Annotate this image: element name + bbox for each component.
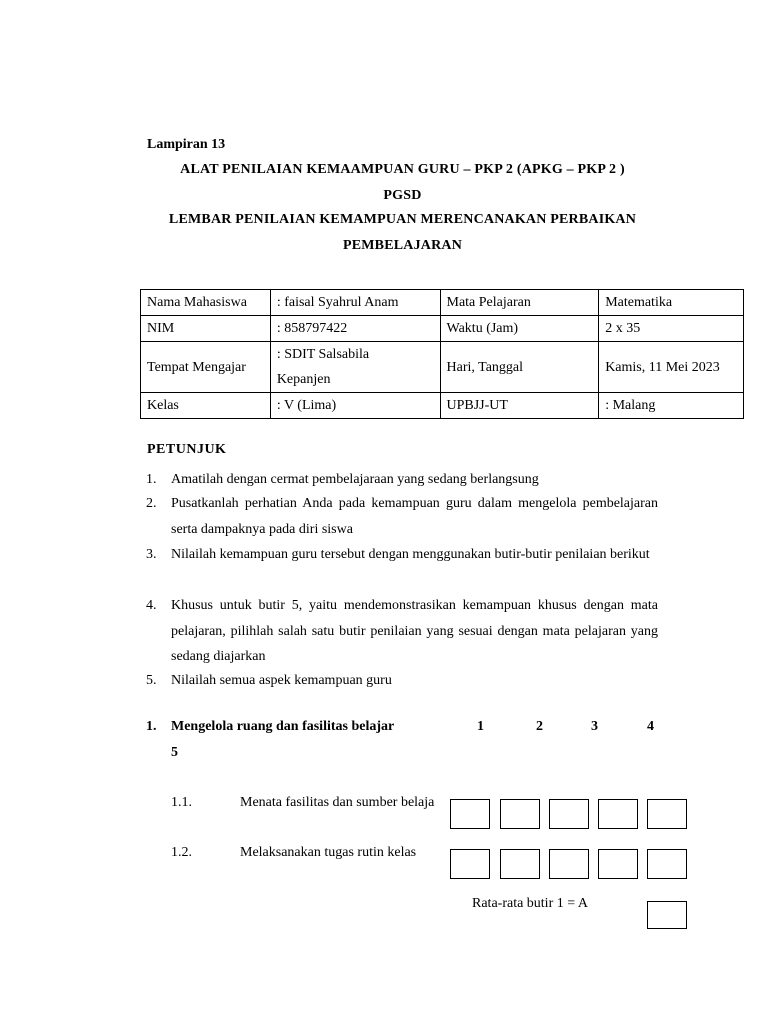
subitem-text: Menata fasilitas dan sumber belaja — [240, 795, 435, 810]
info-row-nim — [141, 316, 744, 342]
score-box[interactable] — [500, 849, 540, 879]
info-value: : Malang — [599, 393, 744, 419]
info-label: UPBJJ-UT — [440, 393, 599, 419]
info-value: Matematika — [599, 290, 744, 316]
title-line-3: LEMBAR PENILAIAN KEMAMPUAN MERENCANAKAN PERBAIKAN — [168, 212, 637, 227]
score-box[interactable] — [500, 799, 540, 829]
petunjuk-item: Amatilah dengan cermat pembelajaraan yang sedang berlangsung — [171, 472, 539, 487]
score-label-4: 4 — [647, 719, 654, 734]
petunjuk-num: 5. — [146, 673, 157, 688]
info-label: Tempat Mengajar — [141, 342, 271, 393]
score-box[interactable] — [598, 799, 638, 829]
info-value: 2 x 35 — [599, 316, 744, 342]
petunjuk-item: Nilailah semua aspek kemampuan guru — [171, 673, 392, 688]
petunjuk-item: Pusatkanlah perhatian Anda pada kemampuan guru dalam mengelola pembelajaran serta dampaknya pada diri siswa — [171, 496, 658, 537]
petunjuk-num: 2. — [146, 496, 157, 511]
petunjuk-item: Khusus untuk butir 5, yaitu mendemonstrasikan kemampuan khusus dengan mata pelajaran, pilihlah salah satu butir penilaian yang sesuai dengan mata pelajaran yang sedang diajarkan — [171, 598, 658, 664]
subitem-number: 1.2. — [171, 845, 192, 860]
score-label-5: 5 — [171, 745, 178, 760]
score-label-2: 2 — [536, 719, 543, 734]
info-value: : 858797422 — [270, 316, 440, 342]
score-box[interactable] — [549, 799, 589, 829]
lampiran-label: Lampiran 13 — [147, 137, 226, 152]
score-box[interactable] — [450, 799, 490, 829]
info-row-nama — [141, 290, 744, 316]
score-box[interactable] — [549, 849, 589, 879]
rata-rata-label: Rata-rata butir 1 = A — [472, 896, 588, 911]
info-label: Kelas — [141, 393, 271, 419]
title-line-2: PGSD — [383, 188, 422, 203]
petunjuk-heading: PETUNJUK — [147, 442, 227, 457]
info-row-tempat — [141, 342, 744, 393]
petunjuk-num: 4. — [146, 598, 157, 613]
section-1-number: 1. — [146, 719, 157, 734]
info-label: NIM — [141, 316, 271, 342]
title-line-4: PEMBELAJARAN — [342, 238, 463, 253]
petunjuk-num: 1. — [146, 472, 157, 487]
info-table — [140, 289, 744, 419]
info-label: Nama Mahasiswa — [141, 290, 271, 316]
info-label: Waktu (Jam) — [440, 316, 599, 342]
rata-rata-box[interactable] — [647, 901, 687, 929]
subitem-number: 1.1. — [171, 795, 192, 810]
info-label: Hari, Tanggal — [440, 342, 599, 393]
subitem-text: Melaksanakan tugas rutin kelas — [240, 845, 417, 860]
title-line-1: ALAT PENILAIAN KEMAAMPUAN GURU – PKP 2 (APKG – PKP 2 ) — [180, 162, 625, 177]
score-box[interactable] — [598, 849, 638, 879]
score-label-1: 1 — [477, 719, 484, 734]
info-value: Kamis, 11 Mei 2023 — [599, 342, 744, 393]
section-1-title: Mengelola ruang dan fasilitas belajar — [171, 719, 395, 734]
petunjuk-item: Nilailah kemampuan guru tersebut dengan menggunakan butir-butir penilaian berikut — [171, 547, 650, 562]
petunjuk-num: 3. — [146, 547, 157, 562]
tempat-line-2: Kepanjen — [276, 372, 331, 387]
score-box[interactable] — [647, 799, 687, 829]
score-box[interactable] — [450, 849, 490, 879]
tempat-line-1: : SDIT Salsabila — [276, 347, 370, 362]
info-row-kelas — [141, 393, 744, 419]
info-value — [270, 342, 440, 393]
info-label: Mata Pelajaran — [440, 290, 599, 316]
info-value: : V (Lima) — [270, 393, 440, 419]
score-label-3: 3 — [591, 719, 598, 734]
score-box[interactable] — [647, 849, 687, 879]
info-value: : faisal Syahrul Anam — [270, 290, 440, 316]
